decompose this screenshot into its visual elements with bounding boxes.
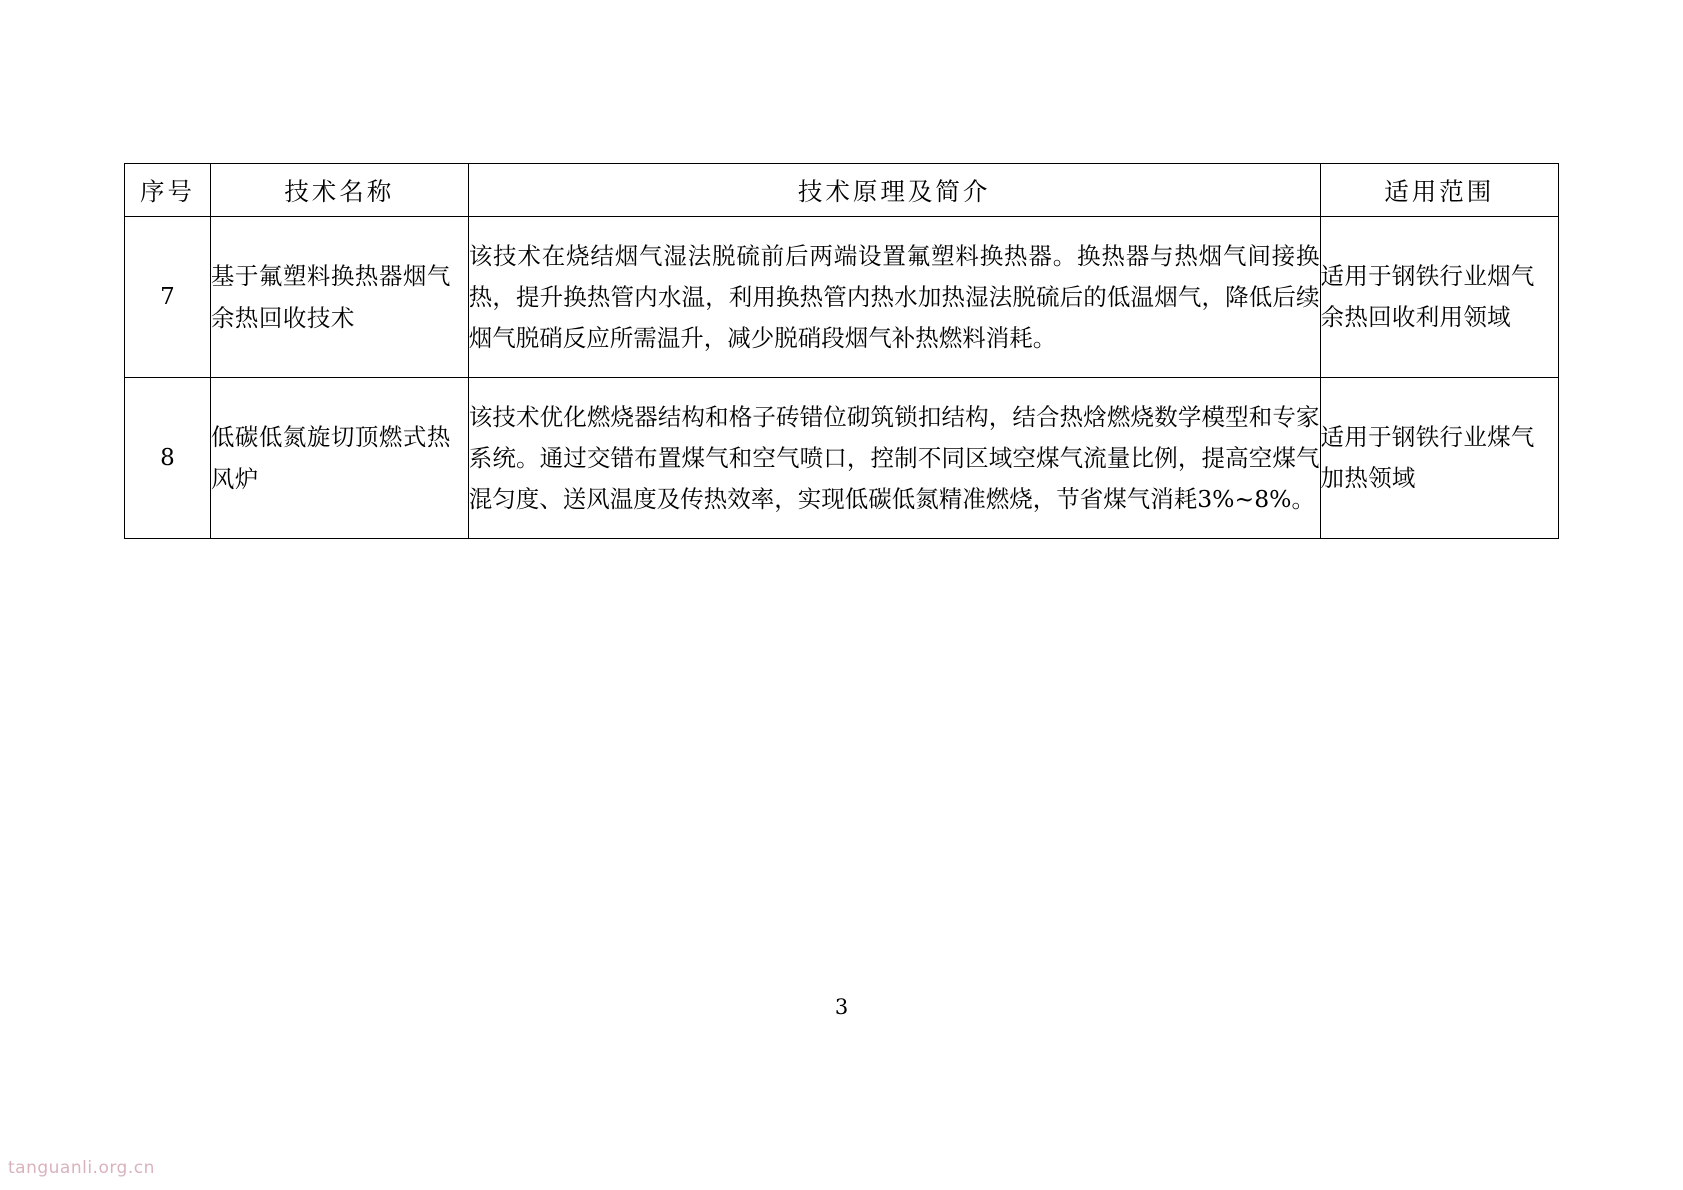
application-scope: 适用于钢铁行业煤气加热领域	[1320, 378, 1558, 539]
column-header-description: 技术原理及简介	[468, 164, 1320, 217]
table-row	[125, 378, 1559, 539]
technology-description: 该技术优化燃烧器结构和格子砖错位砌筑锁扣结构，结合热焓燃烧数学模型和专家系统。通过交错布置煤气和空气喷口，控制不同区域空煤气流量比例，提高空煤气混匀度、送风温度及传热效率，实现低碳低氮精准燃烧，节省煤气消耗3%~8%。	[468, 378, 1320, 539]
table-row	[125, 217, 1559, 378]
page-number: 3	[834, 995, 849, 1019]
technology-name: 基于氟塑料换热器烟气余热回收技术	[210, 217, 468, 378]
row-number: 8	[125, 378, 211, 539]
technology-name: 低碳低氮旋切顶燃式热风炉	[210, 378, 468, 539]
technology-description: 该技术在烧结烟气湿法脱硫前后两端设置氟塑料换热器。换热器与热烟气间接换热，提升换热管内水温，利用换热管内热水加热湿法脱硫后的低温烟气，降低后续烟气脱硝反应所需温升，减少脱硝段烟气补热燃料消耗。	[468, 217, 1320, 378]
column-header-no: 序号	[125, 164, 211, 217]
table-header-row	[125, 164, 1559, 217]
column-header-scope: 适用范围	[1320, 164, 1558, 217]
row-number: 7	[125, 217, 211, 378]
application-scope: 适用于钢铁行业烟气余热回收利用领域	[1320, 217, 1558, 378]
watermark: tanguanli.org.cn	[8, 1158, 155, 1178]
column-header-name: 技术名称	[210, 164, 468, 217]
technology-table	[124, 163, 1559, 539]
